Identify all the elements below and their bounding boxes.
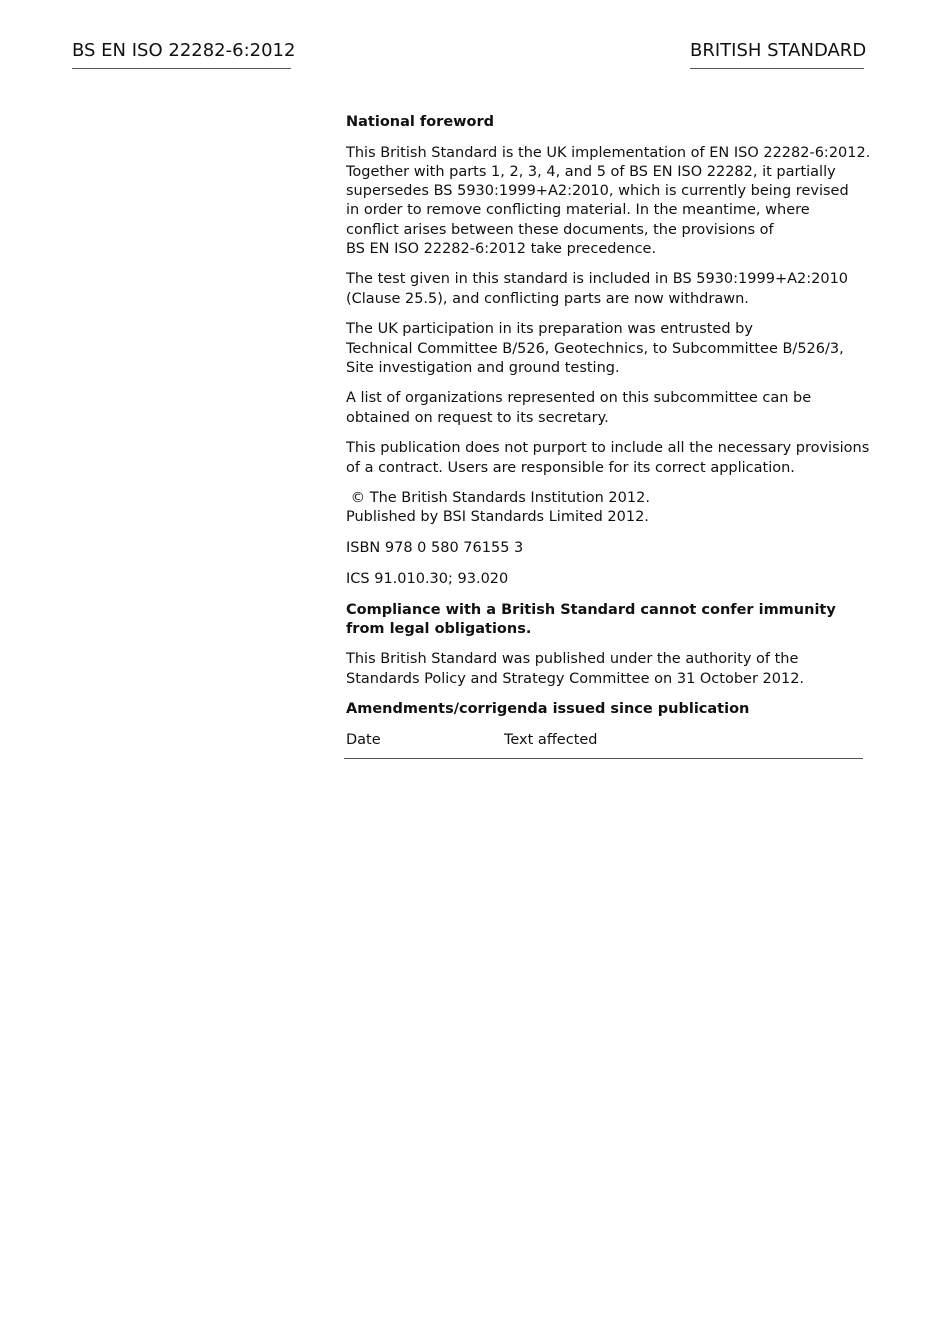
paragraph-line: Compliance with a British Standard cannot confer immunity — [346, 601, 836, 618]
paragraph-line: from legal obligations. — [346, 620, 532, 637]
copyright-paragraph — [346, 489, 876, 527]
document-number: BS EN ISO 22282-6:2012 — [72, 40, 291, 69]
publication-authority — [346, 650, 876, 688]
paragraph-line: Site investigation and ground testing. — [346, 359, 620, 376]
paragraph-line: The test given in this standard is included in BS 5930:1999+A2:2010 — [346, 271, 849, 288]
column-header-text-affected: Text affected — [502, 731, 863, 759]
amendments-table — [344, 731, 863, 759]
compliance-statement — [346, 601, 876, 639]
test-paragraph — [346, 270, 876, 308]
paragraph-line: (Clause 25.5), and conflicting parts are now withdrawn. — [346, 290, 749, 307]
foreword-heading: National foreword — [346, 114, 495, 130]
paragraph-line: A list of organizations represented on this subcommittee can be — [346, 390, 812, 407]
participation-paragraph — [346, 320, 876, 378]
paragraph-line: supersedes BS 5930:1999+A2:2010, which is currently being revised — [346, 183, 849, 200]
amendments-heading: Amendments/corrigenda issued since publication — [346, 701, 750, 718]
paragraph-line: This British Standard is the UK implementation of EN ISO 22282-6:2012. — [346, 144, 871, 161]
paragraph-line: © The British Standards Institution 2012. — [346, 490, 650, 507]
paragraph-line: The UK participation in its preparation was entrusted by — [346, 321, 753, 338]
paragraph-line: Together with parts 1, 2, 3, 4, and 5 of BS EN ISO 22282, it partially — [346, 163, 836, 180]
paragraph-line: conflict arises between these documents, the provisions of — [346, 221, 774, 238]
standard-type: BRITISH STANDARD — [690, 40, 864, 69]
paragraph-line: obtained on request to its secretary. — [346, 409, 609, 426]
table-header-row — [344, 731, 863, 759]
ics-code: ICS 91.010.30; 93.020 — [346, 570, 509, 587]
paragraph-line: BS EN ISO 22282-6:2012 take precedence. — [346, 240, 657, 257]
paragraph-line: This British Standard was published under the authority of the — [346, 651, 799, 668]
implementation-paragraph — [346, 144, 876, 259]
contract-paragraph — [346, 439, 876, 477]
paragraph-line: Published by BSI Standards Limited 2012. — [346, 509, 649, 526]
paragraph-line: This publication does not purport to include all the necessary provisions — [346, 440, 870, 457]
organizations-paragraph — [346, 389, 876, 427]
paragraph-line: Technical Committee B/526, Geotechnics, to Subcommittee B/526/3, — [346, 340, 844, 357]
isbn: ISBN 978 0 580 76155 3 — [346, 540, 524, 557]
paragraph-line: in order to remove conflicting material. In the meantime, where — [346, 202, 810, 219]
paragraph-line: of a contract. Users are responsible for its correct application. — [346, 459, 795, 476]
column-header-date: Date — [344, 731, 502, 759]
national-foreword — [346, 113, 876, 759]
paragraph-line: Standards Policy and Strategy Committee on 31 October 2012. — [346, 670, 805, 687]
